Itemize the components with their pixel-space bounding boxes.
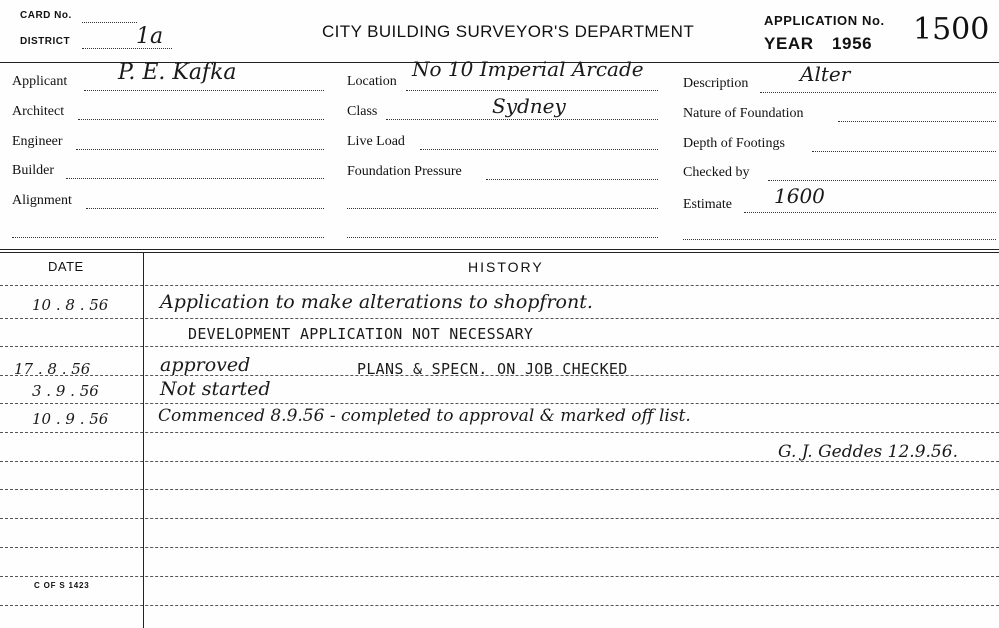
- history-header: HISTORY: [468, 259, 544, 275]
- description-line: [760, 92, 996, 93]
- plans-checked-stamp: PLANS & SPECN. ON JOB CHECKED: [357, 360, 628, 378]
- table-row-rule: [0, 547, 999, 548]
- form-code: C OF S 1423: [34, 581, 90, 590]
- location-label: Location: [347, 74, 397, 89]
- table-top-rule: [0, 249, 999, 250]
- applicant-value: P. E. Kafka: [118, 60, 237, 85]
- checked-by-label: Checked by: [683, 165, 750, 180]
- year-label: YEAR: [764, 34, 814, 53]
- table-row-rule: [0, 576, 999, 577]
- signature: G. J. Geddes 12.9.56.: [778, 442, 958, 462]
- foundation-pressure-label: Foundation Pressure: [347, 164, 462, 179]
- department-title: CITY BUILDING SURVEYOR'S DEPARTMENT: [322, 22, 695, 41]
- application-no-label: APPLICATION No.: [764, 13, 885, 28]
- live-load-label: Live Load: [347, 134, 405, 149]
- district-label: DISTRICT: [20, 36, 71, 47]
- alignment-line: [86, 208, 324, 209]
- engineer-line: [76, 149, 324, 150]
- applicant-line: [84, 90, 324, 91]
- table-row-rule: [0, 518, 999, 519]
- blank-line-col2b: [347, 237, 658, 238]
- development-stamp: DEVELOPMENT APPLICATION NOT NECESSARY: [188, 325, 534, 343]
- district-value: 1a: [136, 24, 164, 49]
- year-value: 1956: [832, 34, 873, 53]
- table-row-rule: [0, 403, 999, 404]
- class-value: Sydney: [492, 94, 566, 118]
- depth-footings-label: Depth of Footings: [683, 136, 785, 151]
- history-date: 17 . 8 . 56: [14, 360, 91, 378]
- class-line: [386, 119, 658, 120]
- history-entry: Not started: [160, 378, 271, 400]
- date-header: DATE: [48, 259, 84, 274]
- table-row-rule: [0, 432, 999, 433]
- date-column-divider: [143, 252, 144, 628]
- estimate-line: [744, 212, 996, 213]
- architect-line: [78, 119, 324, 120]
- live-load-line: [420, 149, 658, 150]
- history-date: 10 . 9 . 56: [32, 410, 109, 428]
- engineer-label: Engineer: [12, 134, 63, 149]
- description-value: Alter: [800, 62, 851, 86]
- estimate-value: 1600: [774, 184, 825, 208]
- card-no-line: [82, 22, 137, 23]
- table-row-rule: [0, 489, 999, 490]
- table-top-rule-2: [0, 252, 999, 253]
- history-date: 10 . 8 . 56: [32, 296, 109, 314]
- history-entry: approved: [160, 354, 251, 376]
- application-number: 1500: [913, 12, 990, 47]
- nature-foundation-label: Nature of Foundation: [683, 106, 804, 121]
- depth-footings-line: [812, 151, 996, 152]
- architect-label: Architect: [12, 104, 65, 119]
- blank-line-col3: [683, 239, 996, 240]
- location-value: No 10 Imperial Arcade: [412, 57, 644, 81]
- description-label: Description: [683, 76, 749, 91]
- table-row-rule: [0, 605, 999, 606]
- history-entry: Commenced 8.9.56 - completed to approval & marked off list.: [158, 406, 691, 426]
- table-row-rule: [0, 318, 999, 319]
- blank-line-col1: [12, 237, 324, 238]
- builder-line: [66, 178, 324, 179]
- foundation-pressure-line: [486, 179, 658, 180]
- nature-foundation-line: [838, 121, 996, 122]
- class-label: Class: [347, 104, 378, 119]
- builder-label: Builder: [12, 163, 54, 178]
- table-row-rule: [0, 346, 999, 347]
- card-no-label: CARD No.: [20, 10, 72, 21]
- location-line: [406, 90, 658, 91]
- checked-by-line: [768, 180, 996, 181]
- table-row-rule: [0, 285, 999, 286]
- estimate-label: Estimate: [683, 197, 732, 212]
- history-entry: Application to make alterations to shopfront.: [160, 291, 593, 313]
- applicant-label: Applicant: [12, 74, 68, 89]
- blank-line-col2a: [347, 208, 658, 209]
- alignment-label: Alignment: [12, 193, 72, 208]
- history-date: 3 . 9 . 56: [32, 382, 99, 400]
